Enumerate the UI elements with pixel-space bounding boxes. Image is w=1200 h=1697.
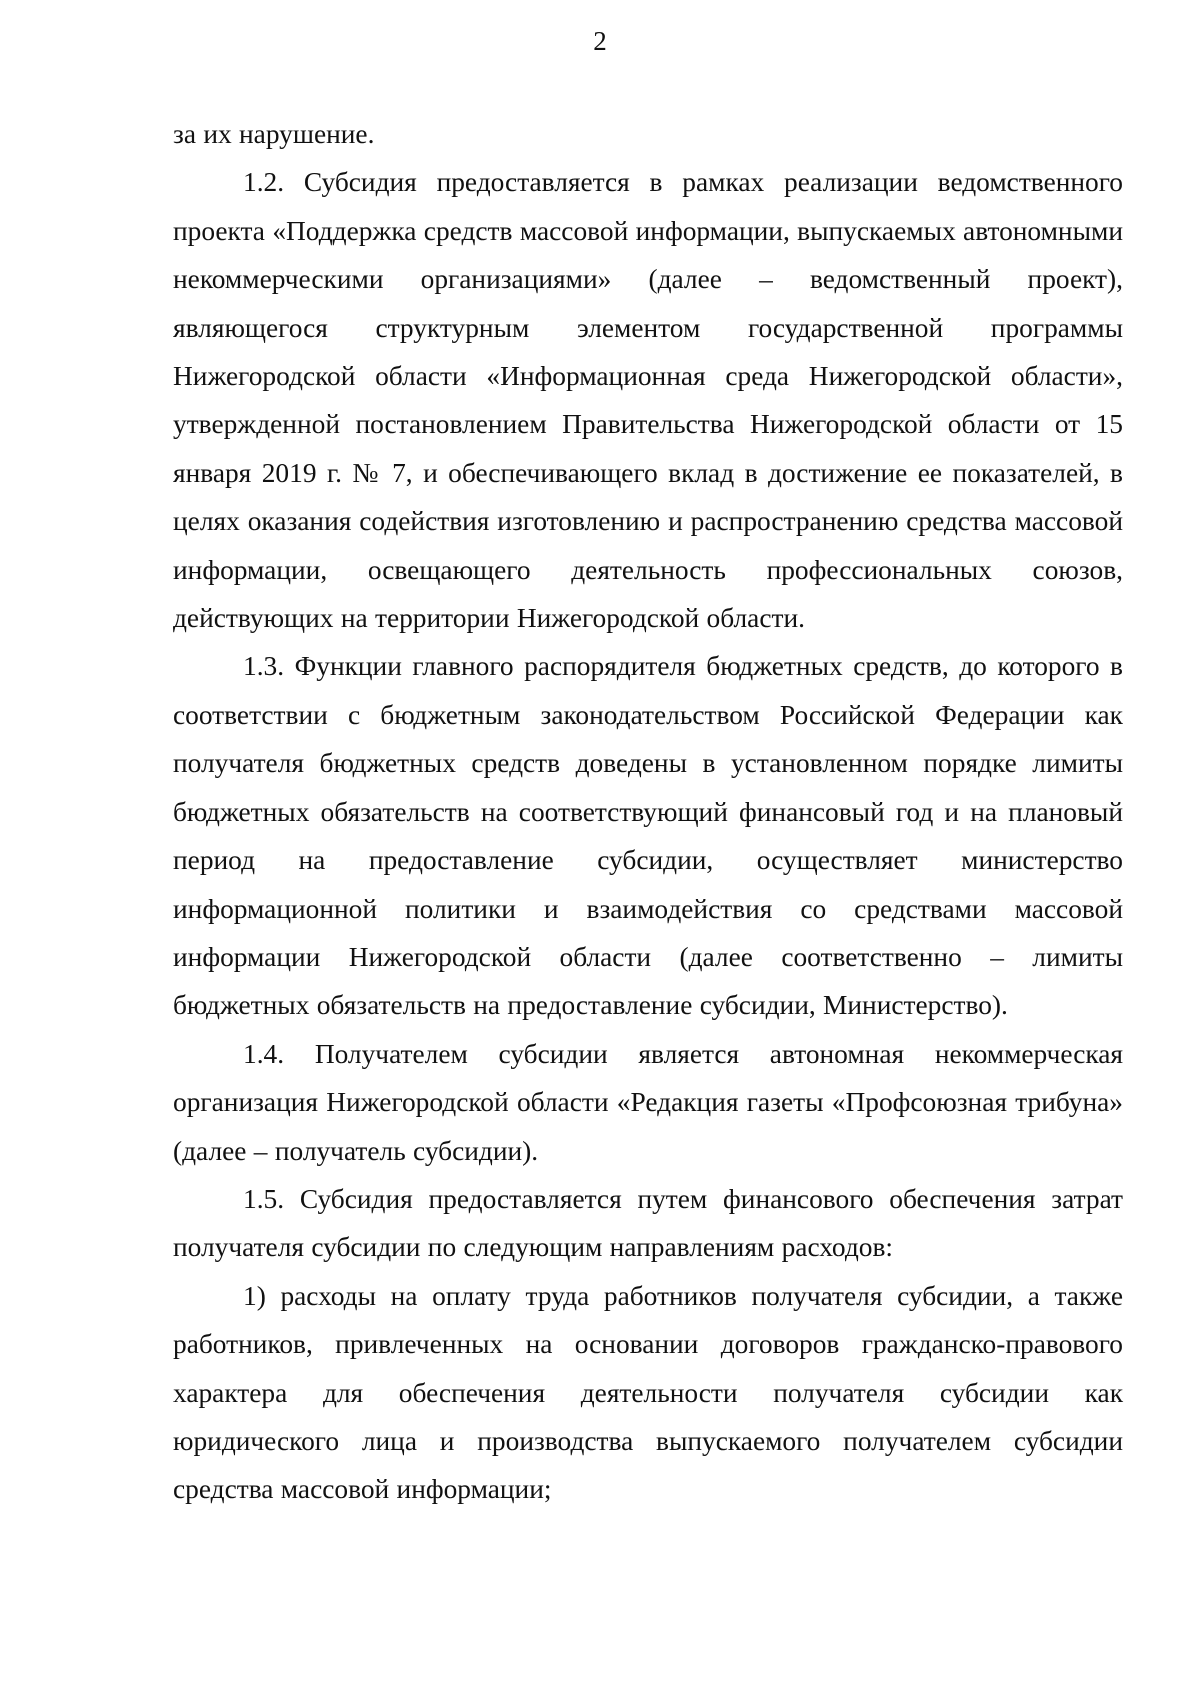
document-body [173, 110, 1123, 1514]
paragraph-1-3: 1.3. Функции главного распорядителя бюджетных средств, до которого в соответствии с бюджетным законодательством Российской Федерации как получателя бюджетных средств доведены в установленном порядке лимиты бюджетных обязательств на соответствующий финансовый год и на плановый период на предоставление субсидии, осуществляет министерство информационной политики и взаимодействия со средствами массовой информации Нижегородской области (далее соответственно – лимиты бюджетных обязательств на предоставление субсидии, Министерство). [173, 651, 1123, 1021]
paragraph-1-5-item-1: 1) расходы на оплату труда работников получателя субсидии, а также работников, привлеченных на основании договоров гражданско-правового характера для обеспечения деятельности получателя субсидии как юридического лица и производства выпускаемого получателем субсидии средства массовой информации; [173, 1280, 1123, 1505]
paragraph-continuation: за их нарушение. [173, 119, 375, 149]
paragraph-1-2: 1.2. Субсидия предоставляется в рамках реализации ведомственного проекта «Поддержка средств массовой информации, выпускаемых автономными некоммерческими организациями» (далее – ведомственный проект), являющегося структурным элементом государственной программы Нижегородской области «Информационная среда Нижегородской области», утвержденной постановлением Правительства Нижегородской области от 15 января 2019 г. № 7, и обеспечивающего вклад в достижение ее показателей, в целях оказания содействия изготовлению и распространению средства массовой информации, освещающего деятельность профессиональных союзов, действующих на территории Нижегородской области. [173, 167, 1123, 634]
paragraph-1-4: 1.4. Получателем субсидии является автономная некоммерческая организация Нижегородской области «Редакция газеты «Профсоюзная трибуна» (далее – получатель субсидии). [173, 1038, 1123, 1166]
paragraph-1-5: 1.5. Субсидия предоставляется путем финансового обеспечения затрат получателя субсидии по следующим направлениям расходов: [173, 1183, 1123, 1263]
page-number: 2 [593, 26, 607, 56]
